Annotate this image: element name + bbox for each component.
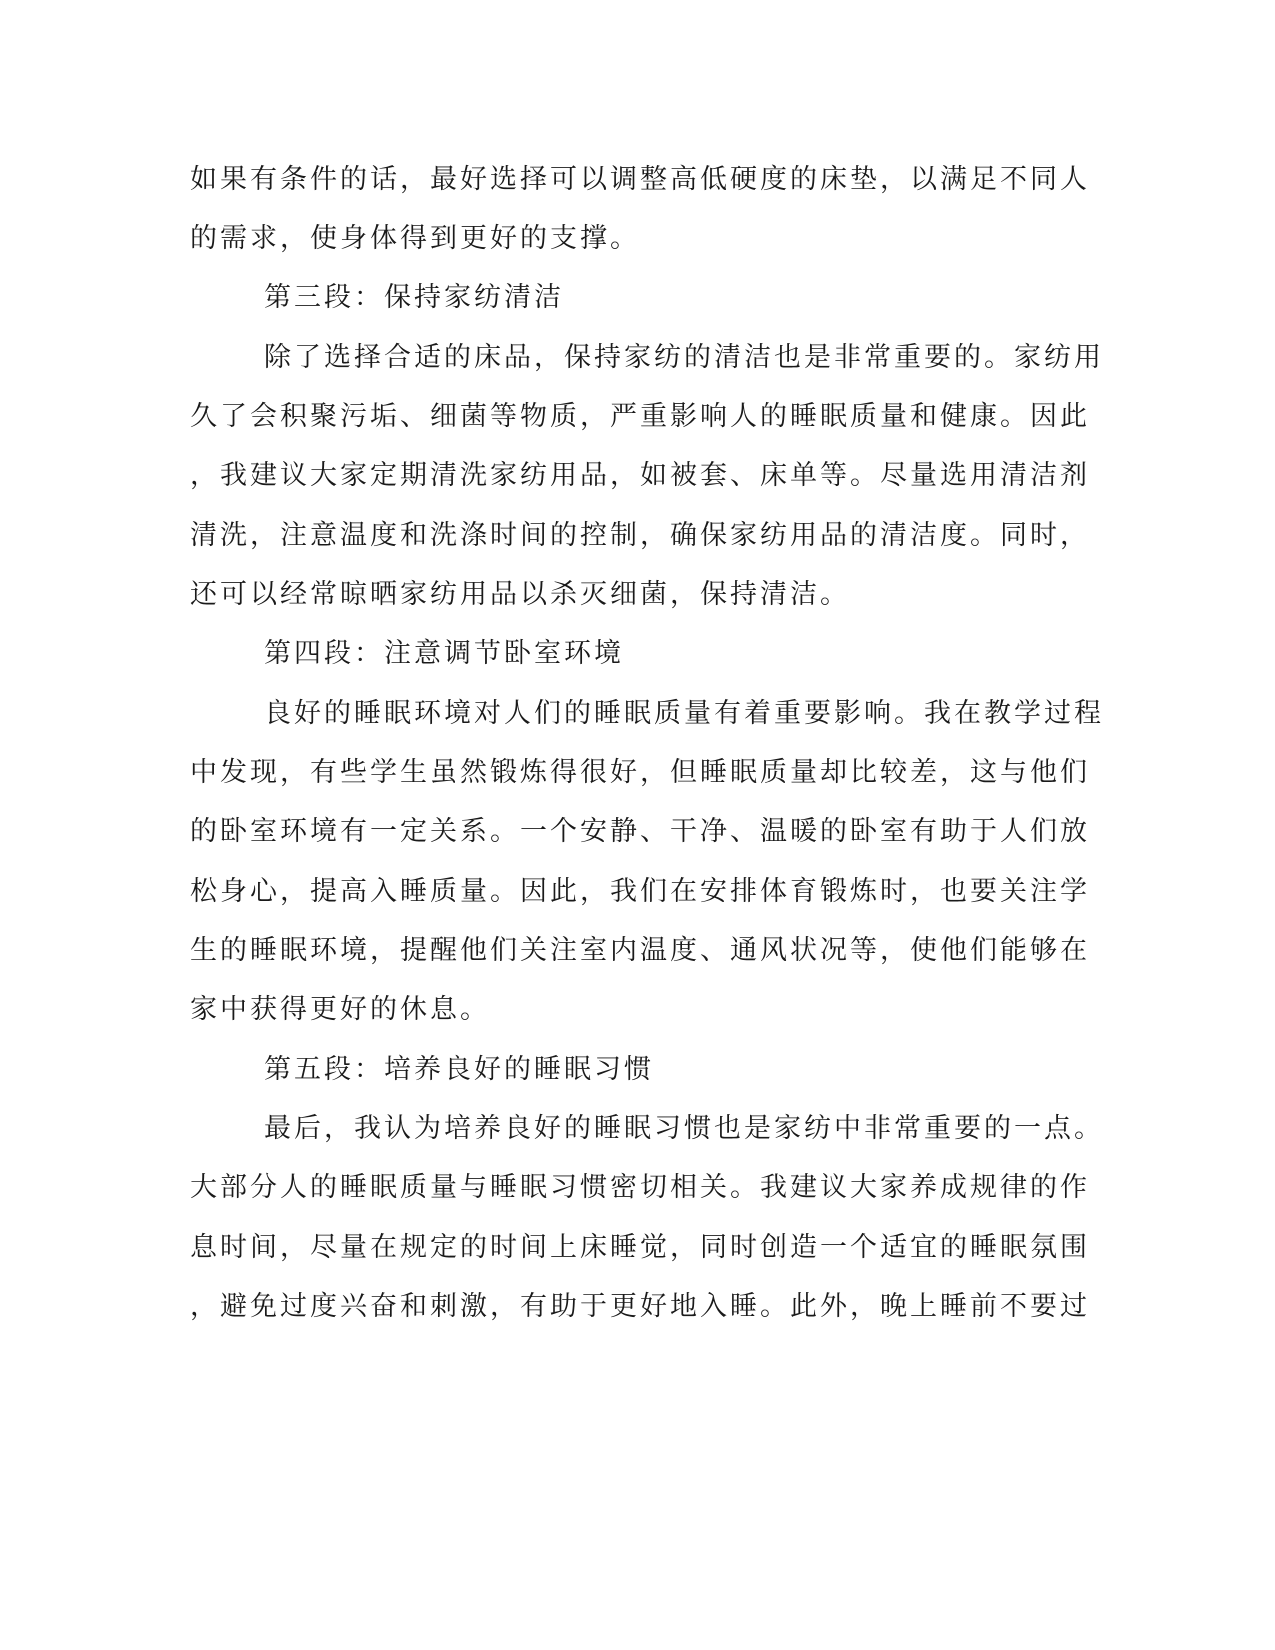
text-line: 的卧室环境有一定关系。一个安静、干净、温暖的卧室有助于人们放 — [190, 816, 1090, 847]
text-line: 的需求，使身体得到更好的支撑。 — [190, 223, 640, 254]
text-line: 清洗，注意温度和洗涤时间的控制，确保家纺用品的清洁度。同时， — [190, 520, 1090, 551]
text-line: 家中获得更好的休息。 — [190, 994, 490, 1025]
text-line: 大部分人的睡眠质量与睡眠习惯密切相关。我建议大家养成规律的作 — [190, 1172, 1090, 1203]
text-line: 中发现，有些学生虽然锻炼得很好，但睡眠质量却比较差，这与他们 — [190, 757, 1090, 788]
text-line: 最后，我认为培养良好的睡眠习惯也是家纺中非常重要的一点。 — [264, 1113, 1104, 1144]
text-line: 生的睡眠环境，提醒他们关注室内温度、通风状况等，使他们能够在 — [190, 935, 1090, 966]
section-heading-5: 第五段：培养良好的睡眠习惯 — [264, 1054, 654, 1085]
text-line: 松身心，提高入睡质量。因此，我们在安排体育锻炼时，也要关注学 — [190, 876, 1090, 907]
text-line: 久了会积聚污垢、细菌等物质，严重影响人的睡眠质量和健康。因此 — [190, 401, 1090, 432]
text-line: 息时间，尽量在规定的时间上床睡觉，同时创造一个适宜的睡眠氛围 — [190, 1232, 1090, 1263]
section-heading-3: 第三段：保持家纺清洁 — [264, 282, 564, 313]
text-line: 如果有条件的话，最好选择可以调整高低硬度的床垫，以满足不同人 — [190, 164, 1090, 195]
text-line: 良好的睡眠环境对人们的睡眠质量有着重要影响。我在教学过程 — [264, 698, 1104, 729]
text-line: ，我建议大家定期清洗家纺用品，如被套、床单等。尽量选用清洁剂 — [190, 460, 1090, 491]
section-heading-4: 第四段：注意调节卧室环境 — [264, 638, 624, 669]
text-line: 还可以经常晾晒家纺用品以杀灭细菌，保持清洁。 — [190, 579, 850, 610]
text-line: ，避免过度兴奋和刺激，有助于更好地入睡。此外，晚上睡前不要过 — [190, 1291, 1090, 1322]
text-line: 除了选择合适的床品，保持家纺的清洁也是非常重要的。家纺用 — [264, 342, 1104, 373]
